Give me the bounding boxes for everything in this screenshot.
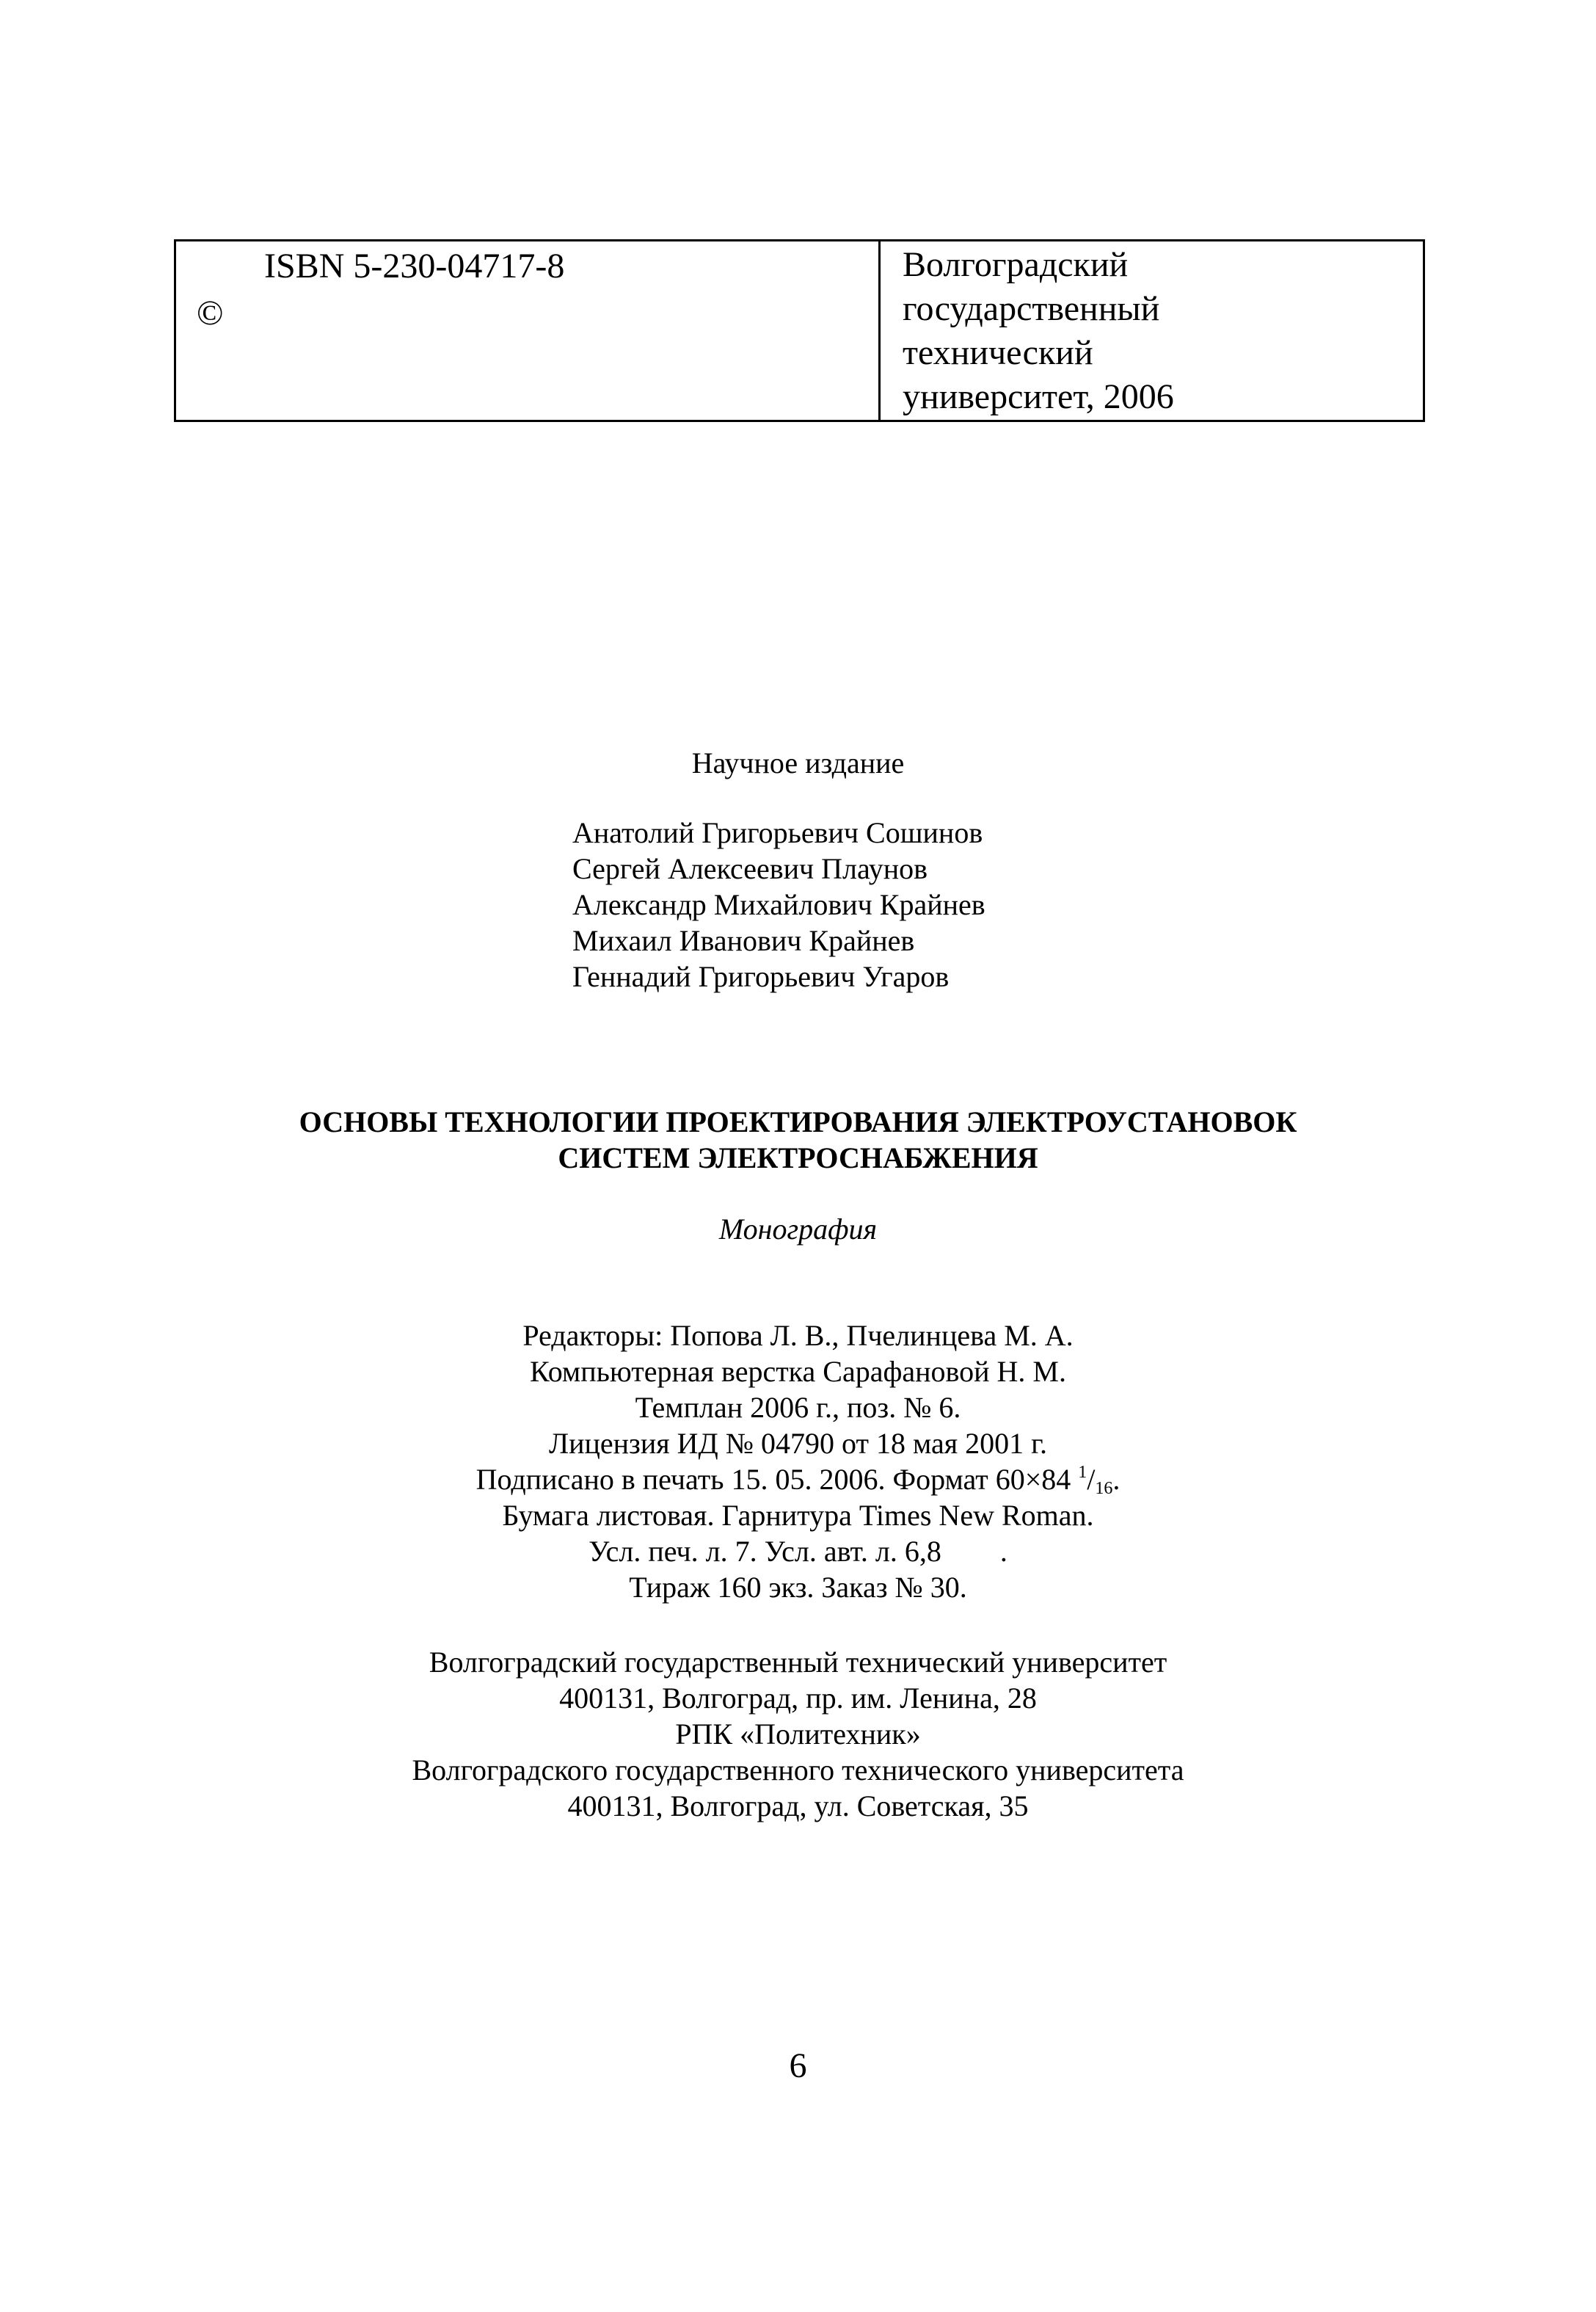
publisher-info [0, 1644, 1596, 1824]
editors-line: Редакторы: Попова Л. В., Пчелинцева М. А. [522, 1319, 1074, 1352]
author-name: Анатолий Григорьевич Сошинов [572, 816, 983, 849]
author-name: Александр Михайлович Крайнев [572, 888, 985, 921]
copyright-table [174, 239, 1425, 422]
page-number: 6 [789, 2046, 807, 2085]
publisher-info-line: 400131, Волгоград, ул. Советская, 35 [567, 1789, 1029, 1822]
publisher-info-line: Волгоградского государственного технического университета [412, 1753, 1184, 1786]
book-title-line: СИСТЕМ ЭЛЕКТРОСНАБЖЕНИЯ [558, 1141, 1038, 1174]
publisher-info-line: РПК «Политехник» [675, 1717, 921, 1751]
edition-type: Научное издание [691, 746, 905, 779]
format-denominator: 16 [1095, 1479, 1113, 1498]
book-title-line: ОСНОВЫ ТЕХНОЛОГИИ ПРОЕКТИРОВАНИЯ ЭЛЕКТРОУСТАНОВОК [299, 1105, 1297, 1138]
copyright-cell [176, 241, 881, 420]
format-numerator: 1 [1078, 1463, 1087, 1482]
templan-line: Темплан 2006 г., поз. № 6. [635, 1391, 961, 1424]
sheets-line: Усл. печ. л. 7. Усл. авт. л. 6,8 . [589, 1535, 1007, 1568]
paper-line: Бумага листовая. Гарнитура Times New Roman. [502, 1499, 1094, 1532]
author-name: Сергей Алексеевич Плаунов [572, 852, 928, 885]
authors-list [572, 815, 985, 995]
signed-suffix: . [1112, 1463, 1121, 1496]
book-title [0, 1104, 1596, 1176]
copyright-holder-line: университет, 2006 [903, 377, 1174, 416]
imprint-block [0, 1317, 1596, 1605]
signed-format-line: Подписано в печать 15. 05. 2006. Формат 60×84 $^1/_{16}$. [475, 1463, 1121, 1498]
copyright-sign: © [197, 294, 224, 332]
author-name: Михаил Иванович Крайнев [572, 924, 915, 957]
publisher-info-line: 400131, Волгоград, пр. им. Ленина, 28 [559, 1682, 1037, 1715]
publisher-cell [881, 241, 1423, 420]
layout-line: Компьютерная верстка Сарафановой Н. М. [530, 1355, 1066, 1388]
isbn-number: ISBN 5-230-04717-8 [264, 247, 565, 286]
copyright-holder-line: Волгоградский [903, 245, 1129, 284]
publisher-info-line: Волгоградский государственный технический университет [429, 1646, 1167, 1679]
print-run-line: Тираж 160 экз. Заказ № 30. [629, 1571, 967, 1604]
book-genre: Монография [718, 1213, 878, 1246]
copyright-holder-line: государственный [903, 289, 1160, 328]
copyright-holder-line: технический [903, 333, 1093, 372]
copyright-holder [903, 243, 1174, 419]
signed-text: Подписано в печать 15. 05. 2006. Формат 60×84 [475, 1463, 1079, 1496]
author-name: Геннадий Григорьевич Угаров [572, 960, 950, 993]
license-line: Лицензия ИД № 04790 от 18 мая 2001 г. [548, 1427, 1048, 1460]
